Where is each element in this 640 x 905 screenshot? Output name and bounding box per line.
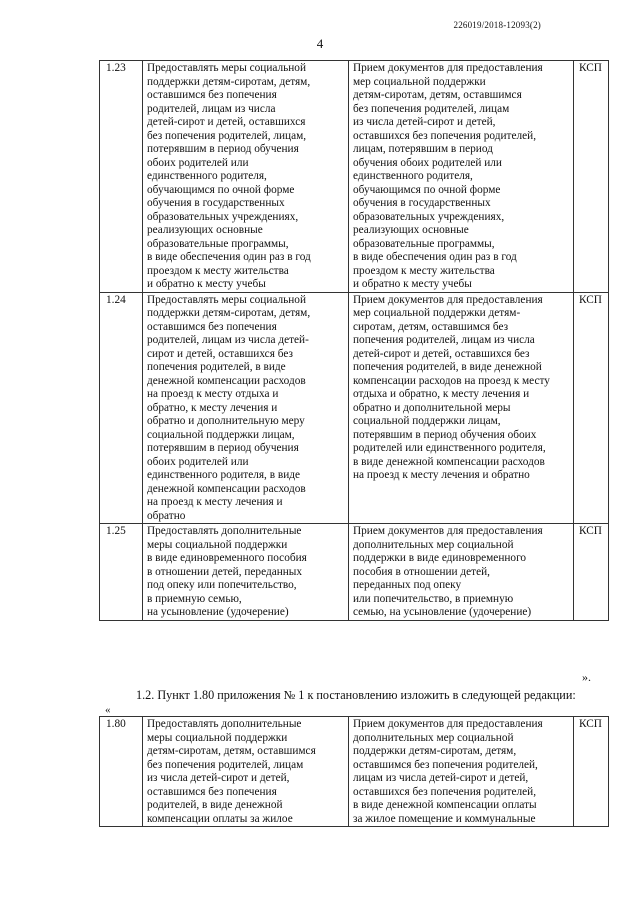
text-line: Предоставлять меры социальной <box>147 293 307 306</box>
responsible-org-cell: КСП <box>574 717 609 827</box>
text-line: поддержки детям-сиротам, детям, <box>147 75 311 88</box>
text-line: под опеку или попечительство, <box>147 579 297 591</box>
amendment-table <box>99 716 609 827</box>
text-line: оставшимся без попечения <box>147 89 277 101</box>
text-line: обучения в государственных <box>147 197 285 209</box>
text-line: реализующих основные <box>147 224 263 236</box>
text-line: сирот и детей, оставшихся без <box>147 347 293 360</box>
opening-quote: « <box>105 704 111 716</box>
text-line: и обратно к месту учебы <box>147 278 266 290</box>
text-line: социальной поддержки лицам, <box>353 415 501 427</box>
text-line: денежной компенсации расходов <box>147 482 306 495</box>
text-line: проездом к месту жительства <box>353 264 495 277</box>
text-line: поддержки в виде единовременного <box>353 552 527 564</box>
text-line: потерявшим в период обучения <box>147 143 299 155</box>
text-line: обучающимся по очной форме <box>353 183 501 196</box>
text-line: мер социальной поддержки детям- <box>353 307 521 319</box>
text-line: меры социальной поддержки <box>147 731 288 744</box>
text-line: на проезд к месту лечения и <box>147 496 283 508</box>
function-description-cell <box>349 61 574 293</box>
text-line: Прием документов для предоставления <box>353 525 543 537</box>
text-line: поддержки детям-сиротам, детям, <box>353 745 517 757</box>
text-line: в виде обеспечения один раз в год <box>147 251 311 263</box>
text-line: оставшимся без попечения родителей, <box>353 758 538 771</box>
text-line: семью, на усыновление (удочерение) <box>353 606 532 618</box>
text-line: попечения родителей, лицам из числа <box>353 334 535 346</box>
amendment-paragraph: 1.2. Пункт 1.80 приложения № 1 к постановлению изложить в следующей редакции: <box>136 688 576 702</box>
text-line: обучения обоих родителей или <box>353 156 502 169</box>
text-line: детям-сиротам, детям, оставшимся <box>353 89 522 101</box>
text-line: в приемную семью, <box>147 592 242 605</box>
text-line: обоих родителей или <box>147 156 249 169</box>
text-line: или попечительство, в приемную <box>353 592 514 605</box>
service-description-cell <box>143 61 349 293</box>
text-line: образовательные программы, <box>147 237 289 250</box>
text-line: дополнительных мер социальной <box>353 731 514 744</box>
text-line: в виде денежной компенсации расходов <box>353 455 545 468</box>
text-line: оставшимся без попечения <box>147 785 277 798</box>
text-line: за жилое помещение и коммунальные <box>353 812 536 825</box>
text-line: реализующих основные <box>353 224 469 236</box>
text-line: обратно, к месту лечения и <box>147 401 278 414</box>
responsible-org-cell: КСП <box>574 292 609 524</box>
text-line: из числа детей-сирот и детей, <box>353 116 496 128</box>
function-description-cell <box>349 292 574 524</box>
text-line: родителей, лицам из числа детей- <box>147 334 309 346</box>
text-line: компенсации расходов на проезд к месту <box>353 374 550 387</box>
responsible-org-cell: КСП <box>574 524 609 621</box>
text-line: оставшихся без попечения родителей, <box>353 129 537 142</box>
document-number: 226019/2018-12093(2) <box>453 20 541 30</box>
text-line: попечения родителей, в виде <box>147 361 286 373</box>
text-line: обратно <box>147 509 186 522</box>
text-line: без попечения родителей, лицам <box>147 758 304 771</box>
text-line: попечения родителей, в виде денежной <box>353 361 542 373</box>
function-description-cell <box>349 524 574 621</box>
service-description-cell <box>143 292 349 524</box>
text-line: поддержки детям-сиротам, детям, <box>147 307 311 319</box>
text-line: в виде обеспечения один раз в год <box>353 251 517 263</box>
text-line: единственного родителя, в виде <box>147 469 300 481</box>
text-line: без попечения родителей, лицам, <box>147 129 307 142</box>
text-line: образовательные программы, <box>353 237 495 250</box>
closing-quote: ». <box>582 670 591 684</box>
text-line: обоих родителей или <box>147 455 249 468</box>
text-line: Предоставлять меры социальной <box>147 62 307 74</box>
text-line: образовательных учреждениях, <box>147 210 299 223</box>
text-line: обратно и дополнительной меры <box>353 401 511 414</box>
text-line: оставшимся без попечения <box>147 320 277 333</box>
item-number-cell: 1.25 <box>100 524 143 621</box>
text-line: единственного родителя, <box>147 170 267 182</box>
table-row <box>100 524 609 621</box>
text-line: Прием документов для предоставления <box>353 62 543 74</box>
service-description-cell <box>143 524 349 621</box>
table-row <box>100 292 609 524</box>
text-line: родителей, лицам из числа <box>147 102 276 115</box>
text-line: в отношении детей, переданных <box>147 565 303 578</box>
text-line: лицам из числа детей-сирот и детей, <box>353 772 529 784</box>
text-line: в виде денежной компенсации оплаты <box>353 799 537 811</box>
amendment-table-body <box>100 717 609 827</box>
text-line: Прием документов для предоставления <box>353 718 543 730</box>
text-line: Прием документов для предоставления <box>353 293 543 306</box>
text-line: меры социальной поддержки <box>147 538 288 551</box>
service-description-cell <box>143 717 349 827</box>
text-line: в виде единовременного пособия <box>147 552 307 564</box>
item-number-cell: 1.80 <box>100 717 143 827</box>
text-line: лицам, потерявшим в период <box>353 143 493 155</box>
text-line: проездом к месту жительства <box>147 264 289 277</box>
responsible-org-cell: КСП <box>574 61 609 293</box>
text-line: денежной компенсации расходов <box>147 374 306 387</box>
text-line: на усыновление (удочерение) <box>147 606 289 618</box>
text-line: единственного родителя, <box>353 170 473 182</box>
text-line: на проезд к месту отдыха и <box>147 388 279 400</box>
text-line: мер социальной поддержки <box>353 75 486 88</box>
text-line: дополнительных мер социальной <box>353 538 514 551</box>
table-row <box>100 61 609 293</box>
text-line: детей-сирот и детей, оставшихся <box>147 116 306 128</box>
text-line: детям-сиротам, детям, оставшимся <box>147 745 316 757</box>
item-number-cell: 1.24 <box>100 292 143 524</box>
text-line: сиротам, детям, оставшимся без <box>353 320 509 333</box>
text-line: Предоставлять дополнительные <box>147 525 302 537</box>
text-line: переданных под опеку <box>353 579 462 591</box>
text-line: и обратно к месту учебы <box>353 278 472 290</box>
text-line: обратно и дополнительную меру <box>147 415 305 427</box>
text-line: без попечения родителей, лицам <box>353 102 510 115</box>
text-line: потерявшим в период обучения обоих <box>353 428 537 441</box>
text-line: пособия в отношении детей, <box>353 565 490 578</box>
text-line: детей-сирот и детей, оставшихся без <box>353 347 530 360</box>
text-line: из числа детей-сирот и детей, <box>147 772 290 784</box>
services-table-body <box>100 61 609 621</box>
text-line: родителей, в виде денежной <box>147 799 283 811</box>
text-line: социальной поддержки лицам, <box>147 428 295 441</box>
item-number-cell: 1.23 <box>100 61 143 293</box>
table-row <box>100 717 609 827</box>
text-line: образовательных учреждениях, <box>353 210 505 223</box>
text-line: Предоставлять дополнительные <box>147 718 302 730</box>
text-line: отдыха и обратно, к месту лечения и <box>353 388 530 400</box>
text-line: обучения в государственных <box>353 197 491 209</box>
services-table <box>99 60 609 621</box>
page-number: 4 <box>316 36 324 51</box>
text-line: родителей или единственного родителя, <box>353 442 546 454</box>
text-line: потерявшим в период обучения <box>147 442 299 454</box>
text-line: оставшихся без попечения родителей, <box>353 785 537 798</box>
text-line: компенсации оплаты за жилое <box>147 812 293 825</box>
text-line: на проезд к месту лечения и обратно <box>353 469 530 481</box>
function-description-cell <box>349 717 574 827</box>
text-line: обучающимся по очной форме <box>147 183 295 196</box>
